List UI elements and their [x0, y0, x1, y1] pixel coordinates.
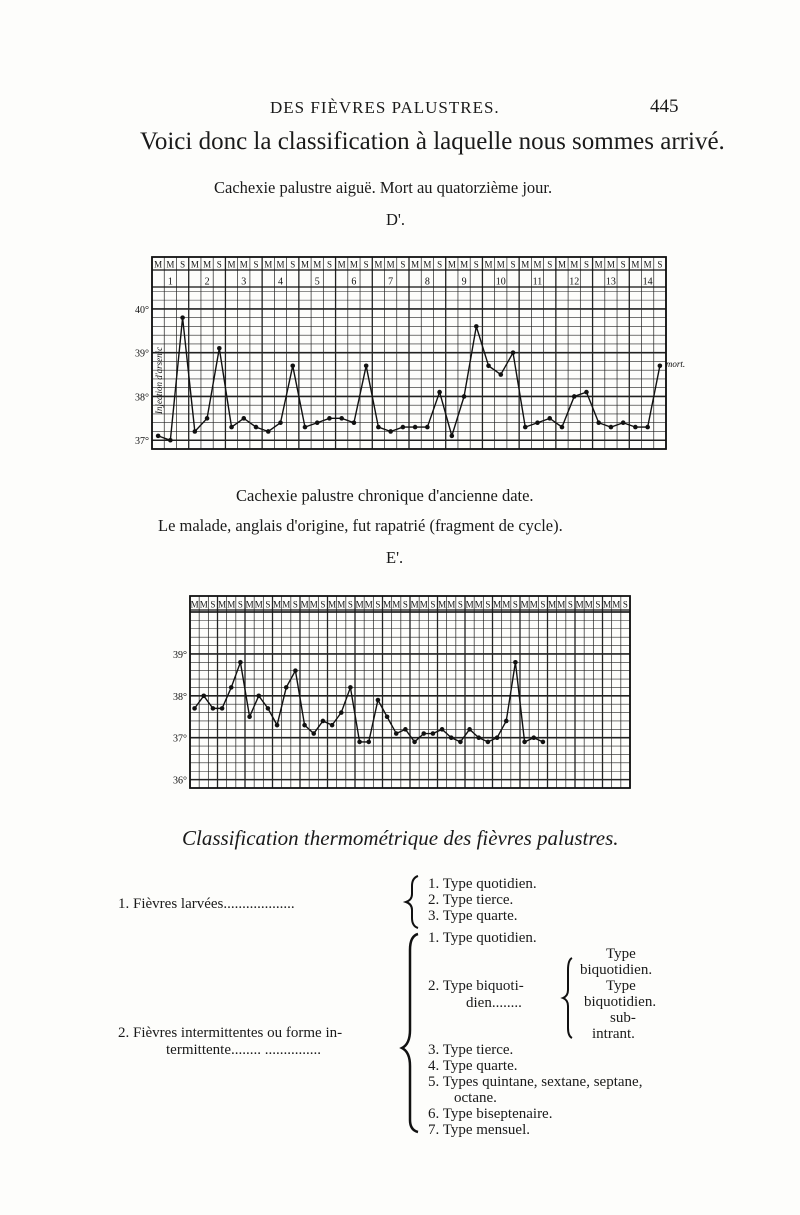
chart-e-subcaption: Le malade, anglais d'origine, fut rapatrié (fragment de cycle). [158, 516, 563, 535]
period-label: M [447, 259, 456, 270]
period-label: M [190, 259, 199, 270]
group-2-item: 5. Types quintane, sextane, septane, [428, 1074, 643, 1090]
period-label: M [423, 259, 432, 270]
period-label: M [570, 259, 579, 270]
period-label: M [603, 599, 612, 610]
period-label: M [386, 259, 395, 270]
period-label: S [347, 599, 353, 610]
y-tick-label: 37° [173, 733, 187, 745]
period-label: M [313, 259, 322, 270]
chart-d-caption: Cachexie palustre aiguë. Mort au quatorzième jour. [214, 178, 553, 197]
group-1-item: 3. Type quarte. [428, 908, 518, 924]
period-label: M [282, 599, 291, 610]
day-number: 12 [569, 276, 580, 288]
period-label: S [253, 259, 259, 270]
subtype-text: Type [606, 946, 636, 962]
period-label: M [239, 259, 248, 270]
period-label: S [583, 259, 589, 270]
period-label: S [290, 259, 296, 270]
period-label: S [430, 599, 436, 610]
period-label: M [612, 599, 621, 610]
period-label: S [292, 599, 298, 610]
day-number: 3 [241, 276, 247, 288]
y-tick-label: 40° [135, 304, 149, 316]
subtype-text: intrant. [592, 1026, 635, 1042]
period-label: S [237, 599, 243, 610]
period-label: S [180, 259, 186, 270]
group-2-item: 3. Type tierce. [428, 1042, 514, 1058]
end-annotation: mort. [665, 358, 686, 369]
day-number: 13 [605, 276, 616, 288]
running-header: DES FIÈVRES PALUSTRES. [270, 98, 500, 117]
subtype-text: biquotidien. [580, 962, 653, 978]
period-label: M [502, 599, 511, 610]
period-label: M [529, 599, 538, 610]
period-label: M [276, 259, 285, 270]
period-label: M [533, 259, 542, 270]
period-label: S [620, 259, 626, 270]
intro-sentence: Voici donc la classification à laquelle nous sommes arrivé. [140, 128, 725, 155]
period-label: S [540, 599, 546, 610]
period-label: M [328, 599, 337, 610]
period-label: M [349, 259, 358, 270]
period-label: S [402, 599, 408, 610]
group-2-item: 2. Type biquoti- [428, 978, 524, 994]
y-tick-label: 36° [173, 775, 187, 787]
group-2-item: 4. Type quarte. [428, 1058, 518, 1074]
period-label: M [496, 259, 505, 270]
period-label: M [594, 259, 603, 270]
period-label: M [309, 599, 318, 610]
period-label: M [273, 599, 282, 610]
day-number: 5 [314, 276, 320, 288]
period-label: S [437, 259, 443, 270]
group-1-item: 1. Type quotidien. [428, 876, 537, 892]
period-label: M [575, 599, 584, 610]
chart-e-label: E'. [386, 548, 404, 567]
period-label: S [320, 599, 326, 610]
day-number: 8 [424, 276, 430, 288]
period-label: M [606, 259, 615, 270]
period-label: M [190, 599, 199, 610]
brace-subtypes [563, 958, 572, 1038]
period-label: S [265, 599, 271, 610]
period-label: M [465, 599, 474, 610]
y-tick-label: 37° [135, 436, 149, 448]
group-2-item: 7. Type mensuel. [428, 1122, 530, 1138]
period-label: M [520, 599, 529, 610]
period-label: S [622, 599, 628, 610]
group-2-item: 1. Type quotidien. [428, 930, 537, 946]
period-label: M [383, 599, 392, 610]
y-tick-label: 38° [173, 691, 187, 703]
period-label: S [457, 599, 463, 610]
day-number: 2 [204, 276, 210, 288]
day-number: 4 [278, 276, 283, 288]
y-tick-label: 39° [173, 649, 187, 661]
period-label: M [199, 599, 208, 610]
subtype-text: sub- [610, 1010, 636, 1026]
subtype-text: Type [606, 978, 636, 994]
day-number: 7 [388, 276, 394, 288]
period-label: S [375, 599, 381, 610]
day-number: 9 [461, 276, 467, 288]
period-label: S [210, 599, 216, 610]
period-label: M [218, 599, 227, 610]
period-label: M [337, 599, 346, 610]
period-label: S [216, 259, 222, 270]
brace-group-1 [406, 876, 418, 928]
period-label: S [547, 259, 553, 270]
classification-title: Classification thermométrique des fièvres palustres. [182, 826, 619, 850]
period-label: S [512, 599, 518, 610]
period-label: S [595, 599, 601, 610]
page-number: 445 [650, 96, 679, 117]
group-1-label: 1. Fièvres larvées................... [118, 896, 295, 912]
period-label: M [584, 599, 593, 610]
period-label: S [567, 599, 573, 610]
period-label: M [438, 599, 447, 610]
period-label: M [643, 259, 652, 270]
group-1-item: 2. Type tierce. [428, 892, 514, 908]
day-number: 11 [532, 276, 543, 288]
period-label: S [326, 259, 332, 270]
period-label: M [203, 259, 212, 270]
period-label: S [485, 599, 491, 610]
group-2-label-cont: termittente........ ............... [166, 1042, 321, 1058]
period-label: M [474, 599, 483, 610]
period-label: M [374, 259, 383, 270]
period-label: M [557, 599, 566, 610]
period-label: M [410, 599, 419, 610]
period-label: S [400, 259, 406, 270]
day-number: 6 [351, 276, 357, 288]
period-label: M [557, 259, 566, 270]
brace-group-2 [402, 934, 418, 1132]
period-label: M [484, 259, 493, 270]
period-label: M [227, 599, 236, 610]
period-label: S [473, 259, 479, 270]
period-label: M [364, 599, 373, 610]
y-tick-label: 38° [135, 392, 149, 404]
period-label: M [411, 259, 420, 270]
period-label: M [631, 259, 640, 270]
period-label: M [154, 259, 163, 270]
period-label: M [392, 599, 401, 610]
period-label: M [300, 259, 309, 270]
period-label: M [460, 259, 469, 270]
period-label: M [245, 599, 254, 610]
day-number: 1 [167, 276, 173, 288]
period-label: S [510, 259, 516, 270]
day-number: 10 [495, 276, 506, 288]
y-tick-label: 39° [135, 348, 149, 360]
period-label: S [363, 259, 369, 270]
period-label: M [254, 599, 263, 610]
period-label: M [447, 599, 456, 610]
period-label: S [657, 259, 663, 270]
chart-e-caption: Cachexie palustre chronique d'ancienne date. [236, 486, 534, 505]
group-2-item-cont: octane. [454, 1090, 497, 1106]
period-label: M [355, 599, 364, 610]
period-label: M [264, 259, 273, 270]
period-label: M [419, 599, 428, 610]
period-label: M [337, 259, 346, 270]
period-label: M [493, 599, 502, 610]
period-label: M [521, 259, 530, 270]
subtype-text: biquotidien. [584, 994, 657, 1010]
period-label: M [300, 599, 309, 610]
period-label: M [227, 259, 236, 270]
group-2-label: 2. Fièvres intermittentes ou forme in- [118, 1025, 343, 1041]
chart-d-label: D'. [386, 210, 406, 229]
day-number: 14 [642, 276, 653, 288]
period-label: M [548, 599, 557, 610]
period-label: M [166, 259, 175, 270]
group-2-item-cont: dien........ [466, 995, 522, 1011]
group-2-item: 6. Type biseptenaire. [428, 1106, 553, 1122]
side-annotation: Injection d'arsenic [154, 346, 165, 414]
